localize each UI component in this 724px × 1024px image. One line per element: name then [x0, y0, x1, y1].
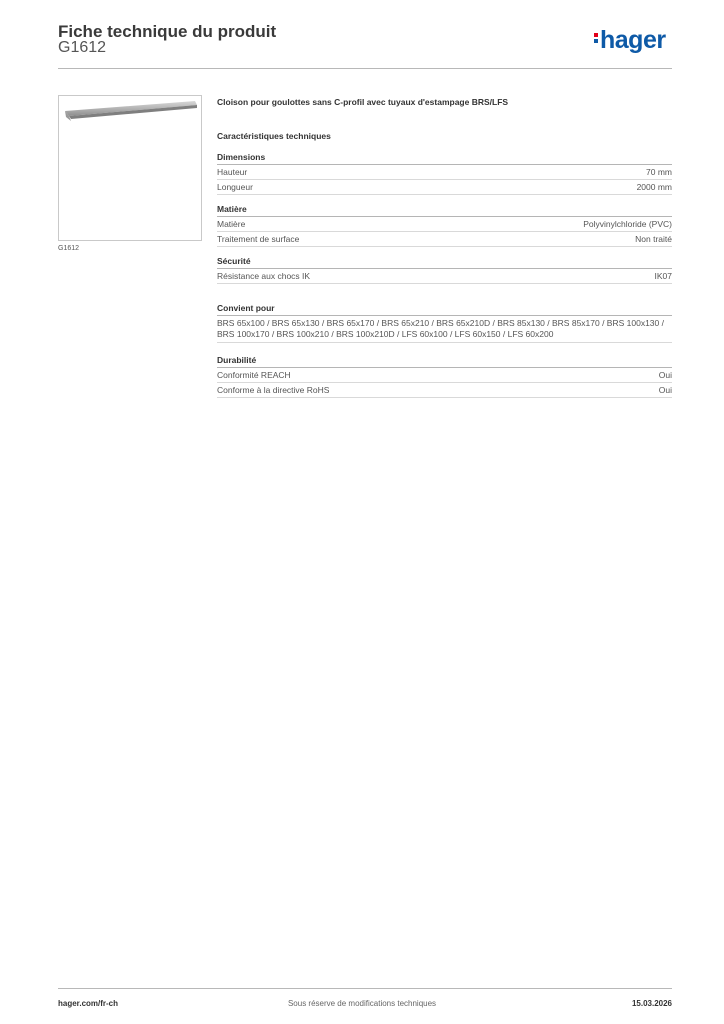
- spec-value: Oui: [658, 385, 672, 395]
- spec-label: Longueur: [217, 182, 253, 192]
- hager-logo[interactable]: [594, 26, 666, 55]
- spec-value: Non traité: [635, 234, 672, 244]
- image-caption: G1612: [58, 245, 80, 252]
- product-description: Cloison pour goulottes sans C-profil avec tuyaux d'estampage BRS/LFS: [217, 97, 509, 107]
- compatible-products-text: BRS 65x100 / BRS 65x130 / BRS 65x170 / BRS 65x210 / BRS 65x210D / BRS 85x130 / BRS 85x170 / BRS 100x130 / BRS 100x170 / BRS 100x210 / BRS 100x210D / LFS 60x100 / LFS 60x150 / LFS 60x200: [217, 316, 672, 343]
- fits-section: [217, 302, 672, 343]
- section-title: Sécurité: [217, 255, 672, 269]
- section-title: Convient pour: [217, 302, 672, 316]
- spec-label: Conforme à la directive RoHS: [217, 385, 330, 395]
- material-section: [217, 203, 672, 247]
- spec-row: [217, 368, 672, 383]
- logo-text: hager: [600, 26, 666, 54]
- footer-divider: [58, 988, 672, 989]
- product-image-frame: [58, 95, 202, 241]
- spec-row: [217, 269, 672, 284]
- spec-row: [217, 180, 672, 195]
- footer-date: 15.03.2026: [631, 999, 672, 1008]
- durability-section: [217, 354, 672, 398]
- spec-row: [217, 165, 672, 180]
- spec-value: Oui: [658, 370, 672, 380]
- spec-value: IK07: [654, 271, 672, 281]
- footer-notice: Sous réserve de modifications techniques: [287, 999, 437, 1008]
- spec-label: Traitement de surface: [217, 234, 300, 244]
- section-title: Durabilité: [217, 354, 672, 368]
- header-title: Fiche technique du produit: [58, 22, 277, 41]
- logo-dots-icon: [594, 31, 598, 45]
- spec-label: Conformité REACH: [217, 370, 291, 380]
- tech-heading: Caractéristiques techniques: [217, 131, 331, 141]
- spec-row: [217, 383, 672, 398]
- spec-label: Résistance aux chocs IK: [217, 271, 311, 281]
- spec-value: 70 mm: [646, 167, 672, 177]
- spec-value: Polyvinylchloride (PVC): [583, 219, 672, 229]
- spec-content: [217, 95, 672, 398]
- spec-label: Matière: [217, 219, 246, 229]
- product-rail-image: [59, 96, 201, 240]
- safety-section: [217, 255, 672, 284]
- dimensions-section: [217, 151, 672, 195]
- footer-website-link[interactable]: hager.com/fr-ch: [58, 999, 119, 1008]
- spec-row: [217, 232, 672, 247]
- section-title: Dimensions: [217, 151, 672, 165]
- spec-row: [217, 217, 672, 232]
- section-title: Matière: [217, 203, 672, 217]
- product-code: G1612: [58, 39, 107, 56]
- header-divider: [58, 68, 672, 69]
- spec-value: 2000 mm: [636, 182, 672, 192]
- spec-label: Hauteur: [217, 167, 248, 177]
